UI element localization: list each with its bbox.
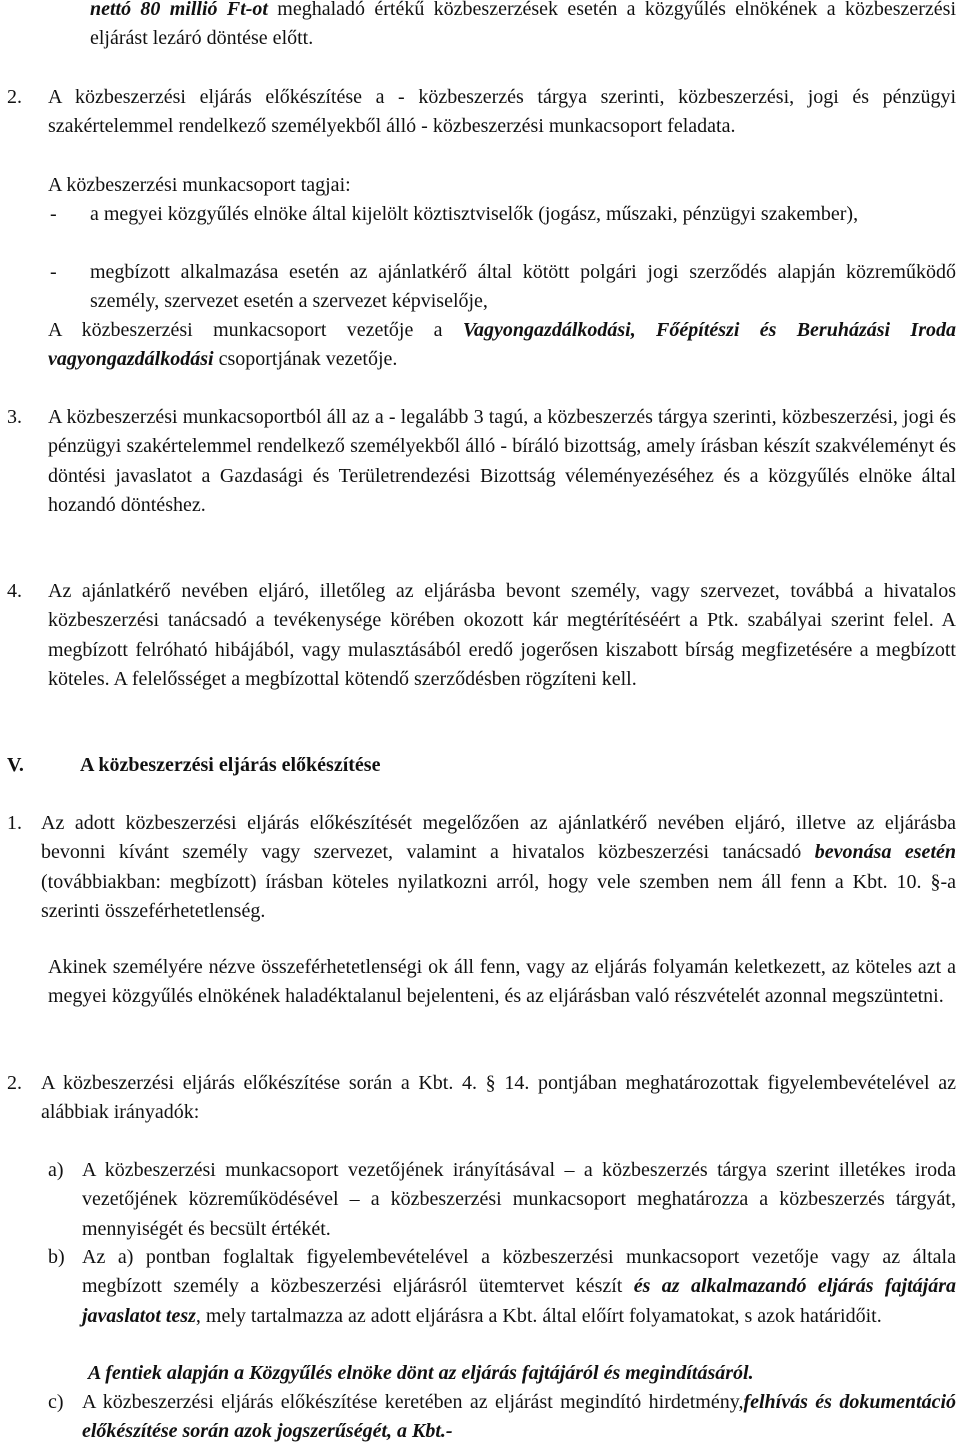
conflict-report-paragraph: Akinek személyére nézve összeférhetetlenségi ok áll fenn, vagy az eljárás folyamán keletkezett, az köteles azt a megyei közgyűlés elnökének haladéktalanul bejelenteni, és az eljárásban való részvételét azonnal megszüntetni. bbox=[48, 956, 956, 1008]
item-number-v1: 1. bbox=[7, 812, 22, 834]
conflict-text-pre: Az adott közbeszerzési eljárás előkészítését megelőzően az ajánlatkérő nevében eljáró, illetve az eljárásba bevonni kívánt személy vagy szervezet, valamint a hivatalos közbeszerzési tanácsadó bbox=[41, 812, 956, 864]
leader-text-pre: A közbeszerzési munkacsoport vezetője a bbox=[48, 319, 463, 341]
threshold-amount: nettó 80 millió Ft-ot bbox=[90, 0, 268, 20]
subitem-c-text-pre: A közbeszerzési eljárás előkészítése keretében az eljárást megindító hirdetmény, bbox=[82, 1391, 744, 1413]
workgroup-members-intro: A közbeszerzési munkacsoport tagjai: bbox=[48, 174, 351, 196]
subitem-b-text-post: , mely tartalmazza az adott eljárásra a Kbt. által előírt folyamatokat, s azok határidőit. bbox=[195, 1304, 882, 1327]
item-number-v2: 2. bbox=[7, 1072, 22, 1094]
subitem-label-b: b) bbox=[48, 1246, 65, 1268]
conflict-emphasis: bevonása esetén bbox=[814, 841, 956, 864]
subitem-label-c: c) bbox=[48, 1391, 64, 1413]
member-item-2: megbízott alkalmazása esetén az ajánlatkérő által kötött polgári jogi szerződés alapján közreműködő személy, szervezet esetén a szervezet képviselője, bbox=[90, 261, 956, 313]
subitem-b-text-pre: Az a) pontban foglaltak figyelembevételével a közbeszerzési munkacsoport vezetője vagy az általa megbízott személy a közbeszerzési eljárásról ütemtervet készít bbox=[82, 1246, 956, 1298]
member-dash-2: - bbox=[50, 261, 57, 283]
subitem-a: A közbeszerzési munkacsoport vezetőjének irányításával – a közbeszerzés tárgya szerint illetékes iroda vezetőjének közreműködésével – a közbeszerzési munkacsoport meghatározza a közbeszerzés tárgyát, mennyiségét és becsült értékét. bbox=[82, 1159, 956, 1240]
member-dash-1: - bbox=[50, 203, 57, 225]
intro-paragraph bbox=[90, 0, 956, 54]
subitem-b-emphasis: és az alkalmazandó eljárás fajtájára javaslatot tesz bbox=[82, 1275, 956, 1327]
preparation-rules-paragraph: A közbeszerzési eljárás előkészítése során a Kbt. 4. § 14. pontjában meghatározottak figyelembevételével az alábbiak irányadók: bbox=[41, 1072, 956, 1124]
workgroup-paragraph: A közbeszerzési eljárás előkészítése a - közbeszerzés tárgya szerinti, közbeszerzési, jogi és pénzügyi szakértelemmel rendelkező személyekből álló - közbeszerzési munkacsoport feladata. bbox=[48, 86, 956, 138]
intro-text: meghaladó értékű közbeszerzések esetén a közgyűlés elnökének a közbeszerzési eljárást lezáró döntése előtt. bbox=[90, 0, 956, 50]
section-title: A közbeszerzési eljárás előkészítése bbox=[80, 754, 381, 776]
liability-paragraph: Az ajánlatkérő nevében eljáró, illetőleg az eljárásba bevont személy, vagy szervezet, továbbá a hivatalos közbeszerzési tanácsadó a tevékenysége körében okozott kár megtérítéséért a Ptk. szabályai szerint felel. A megbízott felróható hibájából, vagy mulasztásából eredő jogerősen kiszabott bírság megfizetésére a megbízott köteles. A felelősséget a megbízottal kötendő szerződésben rögzíteni kell. bbox=[48, 580, 956, 690]
decision-note: A fentiek alapján a Közgyűlés elnöke dönt az eljárás fajtájáról és megindításáról. bbox=[88, 1362, 754, 1384]
conflict-text-post: (továbbiakban: megbízott) írásban köteles nyilatkozni arról, hogy vele szemben nem áll fenn a Kbt. 10. §-a szerinti összeférhetetlenség. bbox=[41, 870, 956, 922]
member-item-1: a megyei közgyűlés elnöke által kijelölt köztisztviselők (jogász, műszaki, pénzügyi szakember), bbox=[90, 203, 859, 225]
subitem-c bbox=[82, 1388, 956, 1447]
workgroup-leader bbox=[48, 316, 956, 375]
item-number-2: 2. bbox=[7, 86, 22, 108]
subitem-c-emphasis: felhívás és dokumentáció előkészítése során azok jogszerűségét, a Kbt.- bbox=[82, 1391, 957, 1443]
item-number-4: 4. bbox=[7, 580, 22, 602]
leader-text-post: csoportjának vezetője. bbox=[213, 348, 398, 371]
item-number-3: 3. bbox=[7, 406, 22, 428]
leader-office: Vagyongazdálkodási, Főépítészi és Beruházási Iroda vagyongazdálkodási bbox=[48, 319, 956, 371]
evaluation-committee-paragraph: A közbeszerzési munkacsoportból áll az a - legalább 3 tagú, a közbeszerzés tárgya szerinti, közbeszerzési, jogi és pénzügyi szakértelemmel rendelkező személyekből álló - bíráló bizottság, amely írásban készít szakvéleményt és döntési javaslatot a Gazdasági és Területrendezési Bizottság véleményezéséhez és a közgyűlés elnöke által hozandó döntéshez. bbox=[48, 406, 956, 516]
conflict-declaration-paragraph bbox=[41, 809, 956, 926]
section-number: V. bbox=[7, 754, 24, 776]
subitem-label-a: a) bbox=[48, 1159, 64, 1181]
subitem-b bbox=[82, 1243, 956, 1331]
